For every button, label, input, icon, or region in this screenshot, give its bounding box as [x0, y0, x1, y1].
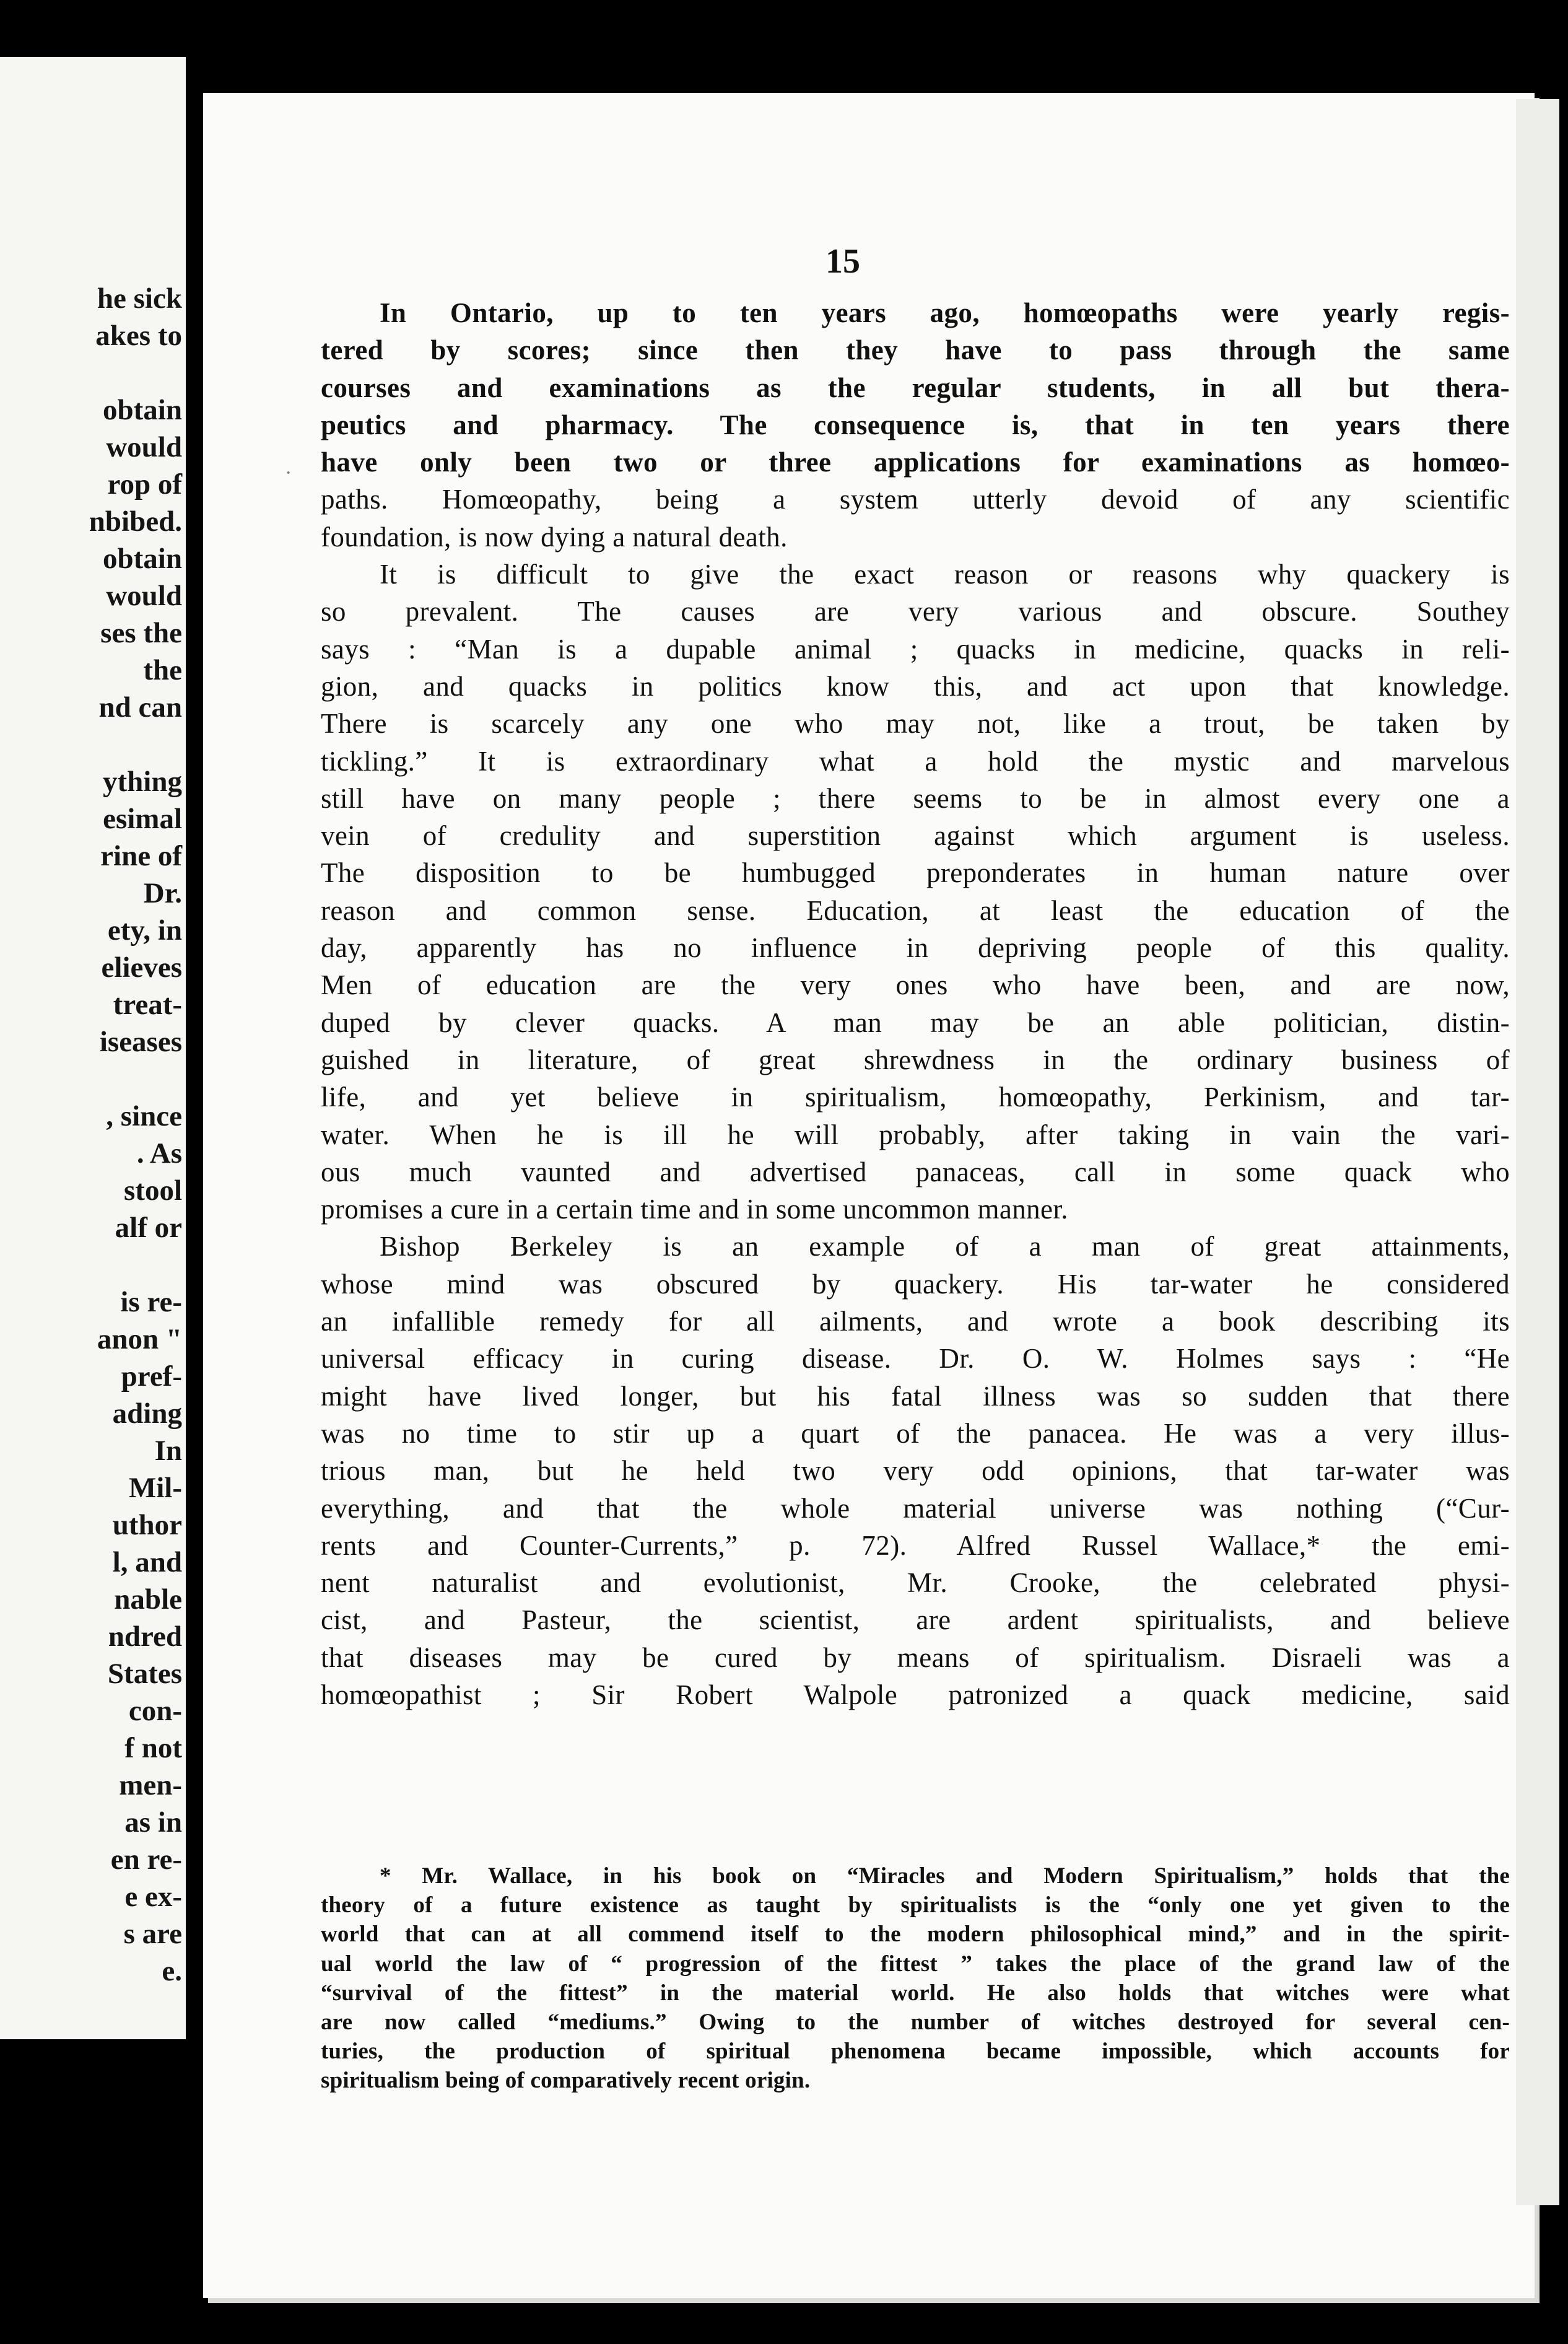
- facing-page-line: treat-: [113, 989, 182, 1021]
- facing-page-line: nd can: [98, 691, 182, 724]
- facing-page-line: , since: [106, 1100, 182, 1132]
- facing-page-line: Dr.: [143, 877, 182, 909]
- facing-page-text: [0, 280, 182, 1990]
- facing-page-line: In: [154, 1435, 182, 1467]
- book-page: [203, 93, 1535, 2298]
- footnote-line: * Mr. Wallace, in his book on “Miracles and Modern Spiritualism,” holds that the: [380, 1863, 1510, 1889]
- text-line: life, and yet believe in spiritualism, homœopathy, Perkinism, and tar-: [321, 1082, 1510, 1113]
- facing-page-line: as in: [124, 1806, 182, 1839]
- footnote-line: are now called “mediums.” Owing to the number of witches destroyed for several cen-: [321, 2009, 1510, 2035]
- facing-page-line: [0, 354, 182, 391]
- facing-page-line: is re-: [120, 1286, 182, 1318]
- text-line: trious man, but he held two very odd opinions, that tar-water was: [321, 1455, 1510, 1487]
- text-line: duped by clever quacks. A man may be an able politician, distin-: [321, 1007, 1510, 1038]
- text-line: courses and examinations as the regular students, in all but thera-: [321, 372, 1510, 403]
- facing-page-line: stool: [124, 1174, 182, 1207]
- text-line: tickling.” It is extraordinary what a hold the mystic and marvelous: [321, 745, 1510, 777]
- text-line: water. When he is ill he will probably, after taking in vain the vari-: [321, 1119, 1510, 1150]
- facing-page-line: pref-: [121, 1360, 182, 1393]
- text-line: cist, and Pasteur, the scientist, are ardent spiritualists, and believe: [321, 1604, 1510, 1636]
- facing-page-line: would: [106, 580, 182, 612]
- facing-page-fragment: [0, 57, 186, 2039]
- text-line: Men of education are the very ones who have been, and are now,: [321, 969, 1510, 1001]
- text-line: The disposition to be humbugged preponderates in human nature over: [321, 857, 1510, 889]
- facing-page-line: States: [107, 1658, 182, 1690]
- facing-page-line: nbibed.: [89, 505, 182, 538]
- facing-page-line: l, and: [112, 1546, 182, 1578]
- facing-page-line: e.: [162, 1955, 182, 1987]
- facing-page-line: [0, 726, 182, 763]
- facing-page-line: [0, 1246, 182, 1284]
- facing-page-line: s are: [123, 1918, 182, 1950]
- facing-page-line: akes to: [95, 320, 182, 352]
- facing-page-line: would: [106, 431, 182, 463]
- text-line: day, apparently has no influence in depriving people of this quality.: [321, 932, 1510, 964]
- text-line: gion, and quacks in politics know this, and act upon that knowledge.: [321, 670, 1510, 702]
- text-line: an infallible remedy for all ailments, and wrote a book describing its: [321, 1306, 1510, 1337]
- facing-page-line: ndred: [108, 1620, 182, 1653]
- text-line: that diseases may be cured by means of spiritualism. Disraeli was a: [321, 1642, 1510, 1673]
- text-line: still have on many people ; there seems to be in almost every one a: [321, 782, 1510, 814]
- facing-page-line: elieves: [101, 951, 182, 984]
- text-line: promises a cure in a certain time and in some uncommon manner.: [321, 1194, 1068, 1225]
- facing-page-line: iseases: [99, 1026, 182, 1058]
- footnote-line: turies, the production of spiritual phenomena became impossible, which accounts for: [321, 2039, 1510, 2065]
- text-line: It is difficult to give the exact reason or reasons why quackery is: [380, 559, 1510, 590]
- facing-page-line: [0, 1060, 182, 1098]
- text-line: rents and Counter-Currents,” p. 72). Alfred Russel Wallace,* the emi-: [321, 1529, 1510, 1561]
- text-line: In Ontario, up to ten years ago, homœopaths were yearly regis-: [380, 297, 1510, 328]
- facing-page-line: anon ": [97, 1323, 182, 1355]
- facing-page-line: con-: [128, 1695, 182, 1727]
- text-line: ous much vaunted and advertised panaceas, call in some quack who: [321, 1156, 1510, 1187]
- stray-mark: ·: [285, 461, 292, 484]
- facing-page-line: ses the: [100, 617, 182, 649]
- page-edge-shadow: [1516, 99, 1559, 2205]
- text-line: foundation, is now dying a natural death.: [321, 521, 788, 553]
- footnote-line: world that can at all commend itself to the modern philosophical mind,” and in the spirit-: [321, 1922, 1510, 1948]
- footnote-line: ual world the law of “ progression of the fittest ” takes the place of the grand law of the: [321, 1951, 1510, 1977]
- text-line: homœopathist ; Sir Robert Walpole patronized a quack medicine, said: [321, 1679, 1510, 1710]
- text-line: paths. Homœopathy, being a system utterly devoid of any scientific: [321, 484, 1510, 515]
- facing-page-line: ety, in: [107, 914, 182, 947]
- text-line: says : “Man is a dupable animal ; quacks in medicine, quacks in reli-: [321, 633, 1510, 665]
- text-line: whose mind was obscured by quackery. His tar-water he considered: [321, 1268, 1510, 1300]
- page-number: 15: [825, 242, 860, 281]
- facing-page-line: en re-: [110, 1843, 182, 1876]
- text-line: might have lived longer, but his fatal illness was so sudden that there: [321, 1380, 1510, 1412]
- facing-page-line: uthor: [112, 1509, 182, 1541]
- facing-page-line: he sick: [97, 282, 182, 315]
- text-line: tered by scores; since then they have to pass through the same: [321, 335, 1510, 366]
- footnote-line: “survival of the fittest” in the material world. He also holds that witches were what: [321, 1980, 1510, 2006]
- footnote-line: spiritualism being of comparatively recent origin.: [321, 2068, 811, 2094]
- footnote: [321, 1861, 1510, 2096]
- facing-page-line: rop of: [107, 468, 182, 501]
- facing-page-line: Mil-: [128, 1472, 182, 1504]
- facing-page-line: esimal: [103, 803, 182, 835]
- facing-page-line: ything: [103, 766, 182, 798]
- facing-page-line: nable: [114, 1583, 182, 1616]
- text-line: reason and common sense. Education, at least the education of the: [321, 894, 1510, 926]
- text-line: Bishop Berkeley is an example of a man of great attainments,: [380, 1231, 1510, 1262]
- facing-page-line: the: [143, 654, 182, 686]
- footnote-line: theory of a future existence as taught by spiritualists is the “only one yet given to the: [321, 1892, 1510, 1918]
- facing-page-line: obtain: [103, 394, 182, 426]
- text-line: was no time to stir up a quart of the panacea. He was a very illus-: [321, 1417, 1510, 1449]
- facing-page-line: rine of: [100, 840, 182, 872]
- facing-page-line: men-: [119, 1769, 182, 1801]
- facing-page-line: . As: [136, 1137, 182, 1170]
- text-line: have only been two or three applications for examinations as homœo-: [321, 447, 1510, 478]
- text-line: peutics and pharmacy. The consequence is, that in ten years there: [321, 409, 1510, 440]
- text-line: vein of credulity and superstition against which argument is useless.: [321, 820, 1510, 852]
- facing-page-line: f not: [124, 1732, 182, 1764]
- text-line: so prevalent. The causes are very various and obscure. Southey: [321, 596, 1510, 628]
- facing-page-line: obtain: [103, 543, 182, 575]
- text-line: everything, and that the whole material universe was nothing (“Cur-: [321, 1492, 1510, 1524]
- text-line: nent naturalist and evolutionist, Mr. Crooke, the celebrated physi-: [321, 1567, 1510, 1599]
- text-line: universal efficacy in curing disease. Dr. O. W. Holmes says : “He: [321, 1343, 1510, 1375]
- facing-page-line: alf or: [115, 1212, 182, 1244]
- facing-page-line: e ex-: [124, 1881, 182, 1913]
- text-line: guished in literature, of great shrewdness in the ordinary business of: [321, 1044, 1510, 1075]
- body-text: [321, 294, 1510, 1713]
- facing-page-line: ading: [112, 1397, 182, 1430]
- text-line: There is scarcely any one who may not, like a trout, be taken by: [321, 708, 1510, 740]
